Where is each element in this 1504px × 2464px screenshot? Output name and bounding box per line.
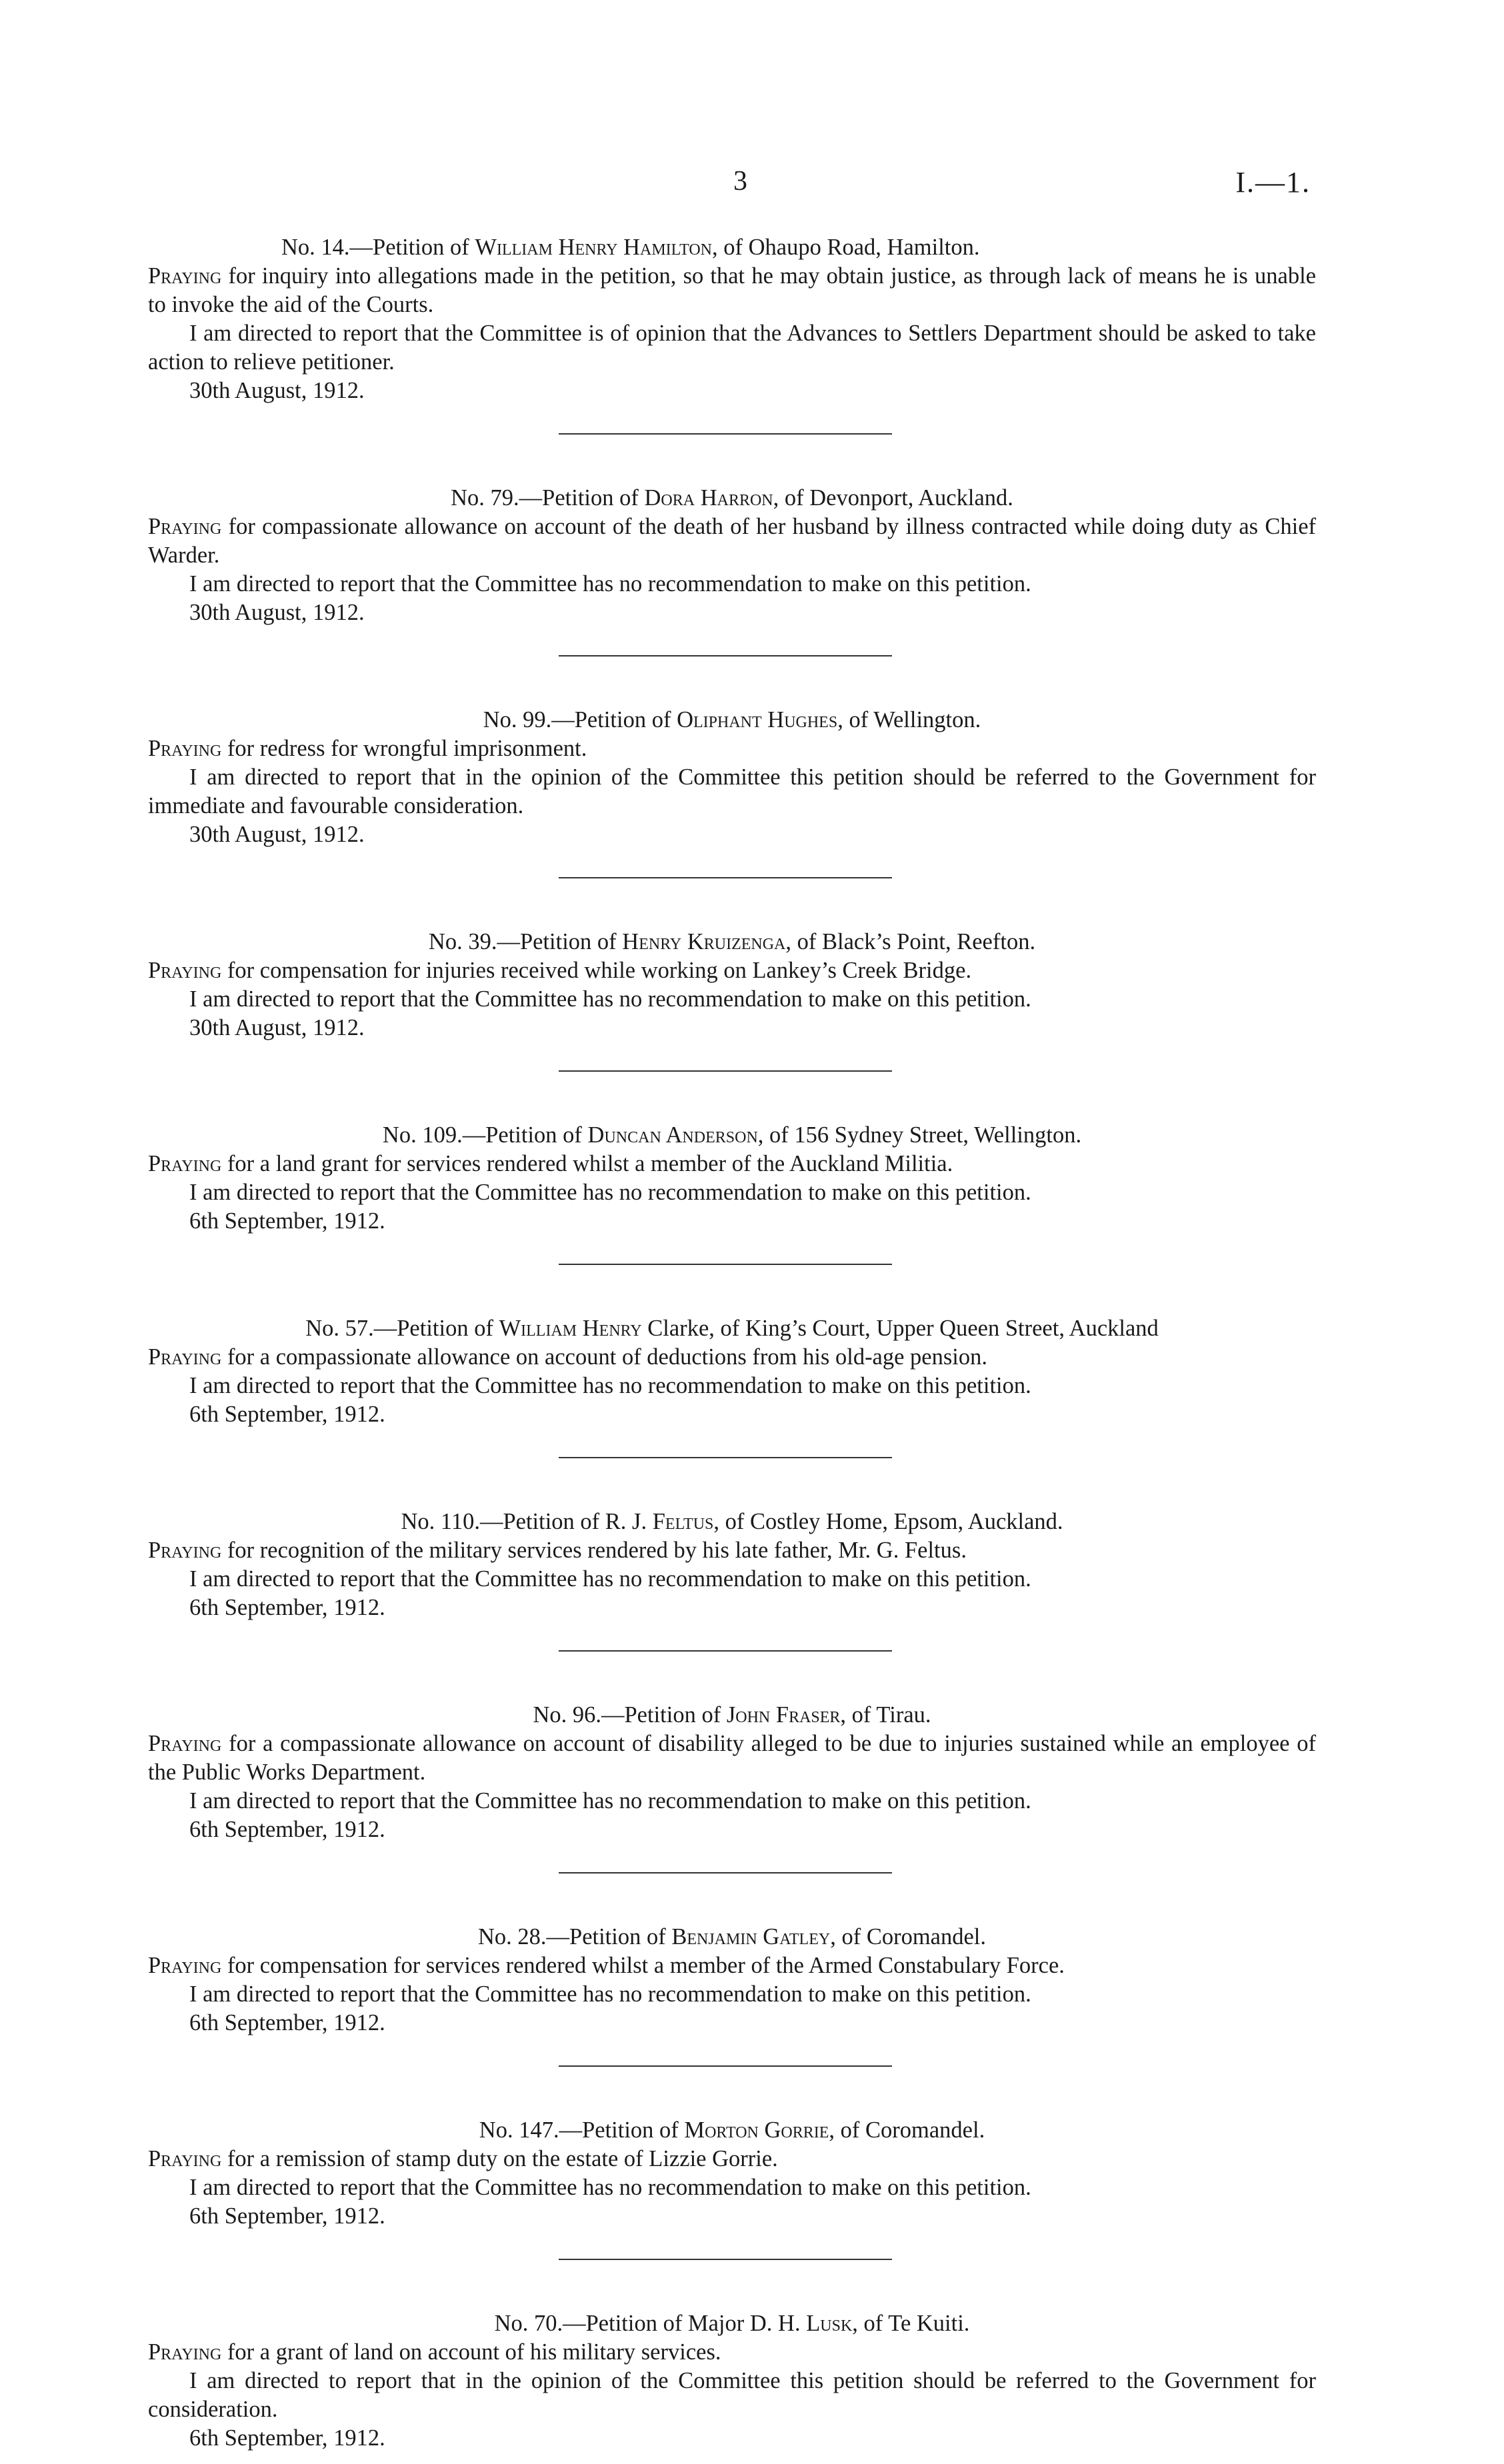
petitioner-name: Dora Harron: [644, 485, 773, 511]
parliamentary-paper-reference: I.—1.: [1235, 166, 1311, 199]
petition-prayer: Praying for inquiry into allegations made in the petition, so that he may obtain justice, as through lack of means he is unable to invoke the aid of the Courts.: [148, 263, 1316, 317]
committee-report: I am directed to report that the Committee has no recommendation to make on this petition.: [189, 1788, 1031, 1814]
committee-report: I am directed to report that the Committee has no recommendation to make on this petition.: [189, 1566, 1031, 1592]
report-date: 6th September, 1912.: [189, 2010, 385, 2035]
petition-title: No. 110.—Petition of R. J. Feltus, of Costley Home, Epsom, Auckland.: [401, 1509, 1063, 1534]
committee-report: I am directed to report that the Committee has no recommendation to make on this petition.: [189, 1180, 1031, 1205]
petition-entry: [148, 1923, 1316, 2037]
committee-report: I am directed to report that the Committee has no recommendation to make on this petition.: [189, 986, 1031, 1012]
separator-rule: [559, 2259, 892, 2260]
report-date: 30th August, 1912.: [189, 1015, 365, 1040]
report-date: 30th August, 1912.: [189, 822, 365, 847]
separator-rule: [559, 1650, 892, 1652]
petition-entry: [148, 2116, 1316, 2231]
committee-report: I am directed to report that in the opinion of the Committee this petition should be referred to the Government for immediate and favourable consideration.: [148, 764, 1316, 818]
report-date: 6th September, 1912.: [189, 2203, 385, 2229]
committee-report: I am directed to report that the Committee has no recommendation to make on this petition.: [189, 1981, 1031, 2007]
petition-title: No. 99.—Petition of Oliphant Hughes, of Wellington.: [483, 707, 981, 732]
petitioner-name: Henry Kruizenga: [622, 929, 786, 954]
separator-rule: [559, 1264, 892, 1265]
petitioner-name: Oliphant Hughes: [677, 707, 838, 732]
petitioner-name: William Henry Hamilton: [475, 235, 713, 260]
petition-prayer: Praying for a compassionate allowance on account of deductions from his old-age pension.: [148, 1344, 988, 1370]
petition-entry: [148, 233, 1316, 405]
report-date: 6th September, 1912.: [189, 1817, 385, 1842]
report-date: 30th August, 1912.: [189, 378, 365, 403]
report-date: 30th August, 1912.: [189, 600, 365, 625]
petition-prayer: Praying for a grant of land on account of his military services.: [148, 2339, 721, 2365]
separator-rule: [559, 433, 892, 435]
separator-rule: [559, 2065, 892, 2067]
petition-entry: [148, 2309, 1316, 2453]
petitioner-name: William Henry: [499, 1316, 642, 1341]
report-date: 6th September, 1912.: [189, 1208, 385, 1234]
petition-prayer: Praying for compensation for injuries received while working on Lankey’s Creek Bridge.: [148, 958, 972, 983]
petition-prayer: Praying for redress for wrongful imprisonment.: [148, 736, 587, 761]
separator-rule: [559, 877, 892, 878]
petition-prayer: Praying for compensation for services rendered whilst a member of the Armed Constabulary Force.: [148, 1953, 1065, 1978]
separator-rule: [559, 655, 892, 656]
petitioner-name: Duncan Anderson: [587, 1122, 758, 1148]
petition-title: No. 109.—Petition of Duncan Anderson, of 156 Sydney Street, Wellington.: [382, 1122, 1082, 1148]
petition-title: No. 57.—Petition of William Henry Clarke, of King’s Court, Upper Queen Street, Auckland: [305, 1316, 1159, 1341]
petitioner-name: Morton Gorrie: [684, 2117, 829, 2143]
petition-title: No. 79.—Petition of Dora Harron, of Devonport, Auckland.: [451, 485, 1013, 511]
committee-report: I am directed to report that the Committee has no recommendation to make on this petition.: [189, 2175, 1031, 2200]
committee-report: I am directed to report that the Committee is of opinion that the Advances to Settlers Department should be asked to take action to relieve petitioner.: [148, 321, 1316, 375]
petitioner-name: R. J. Feltus: [605, 1509, 714, 1534]
committee-report: I am directed to report that in the opinion of the Committee this petition should be referred to the Government for consideration.: [148, 2368, 1316, 2422]
petition-entry: [148, 1314, 1316, 1429]
petition-title: No. 96.—Petition of John Fraser, of Tirau.: [533, 1702, 931, 1728]
petition-prayer: Praying for a remission of stamp duty on the estate of Lizzie Gorrie.: [148, 2146, 778, 2171]
petitions-list: [148, 233, 1316, 2453]
petition-title: No. 14.—Petition of William Henry Hamilton, of Ohaupo Road, Hamilton.: [281, 235, 980, 260]
petition-entry: [148, 1701, 1316, 1844]
petition-prayer: Praying for recognition of the military services rendered by his late father, Mr. G. Feltus.: [148, 1538, 967, 1563]
petition-title: No. 70.—Petition of Major D. H. Lusk, of Te Kuiti.: [494, 2311, 970, 2336]
report-date: 6th September, 1912.: [189, 1595, 385, 1620]
petition-entry: [148, 706, 1316, 849]
report-date: 6th September, 1912.: [189, 1402, 385, 1427]
report-date: 6th September, 1912.: [189, 2425, 385, 2451]
petition-prayer: Praying for a land grant for services rendered whilst a member of the Auckland Militia.: [148, 1151, 953, 1176]
petition-entry: [148, 928, 1316, 1042]
petition-title: No. 147.—Petition of Morton Gorrie, of Coromandel.: [479, 2117, 985, 2143]
petitioner-name: D. H. Lusk: [749, 2311, 853, 2336]
petitioner-name: Benjamin Gatley: [671, 1924, 831, 1949]
committee-report: I am directed to report that the Committee has no recommendation to make on this petition.: [189, 571, 1031, 597]
petition-title: No. 39.—Petition of Henry Kruizenga, of Black’s Point, Reefton.: [428, 929, 1036, 954]
petition-prayer: Praying for compassionate allowance on account of the death of her husband by illness contracted while doing duty as Chief Warder.: [148, 514, 1316, 568]
petition-entry: [148, 484, 1316, 627]
page-number: 3: [733, 166, 747, 197]
petition-entry: [148, 1121, 1316, 1236]
committee-report: I am directed to report that the Committee has no recommendation to make on this petition.: [189, 1373, 1031, 1398]
petition-prayer: Praying for a compassionate allowance on account of disability alleged to be due to injuries sustained while an employee of the Public Works Department.: [148, 1731, 1316, 1785]
separator-rule: [559, 1872, 892, 1873]
petition-entry: [148, 1508, 1316, 1622]
petition-title: No. 28.—Petition of Benjamin Gatley, of Coromandel.: [477, 1924, 987, 1949]
petitioner-name: John Fraser: [726, 1702, 841, 1728]
separator-rule: [559, 1070, 892, 1072]
page-header: [0, 165, 1504, 205]
separator-rule: [559, 1457, 892, 1458]
